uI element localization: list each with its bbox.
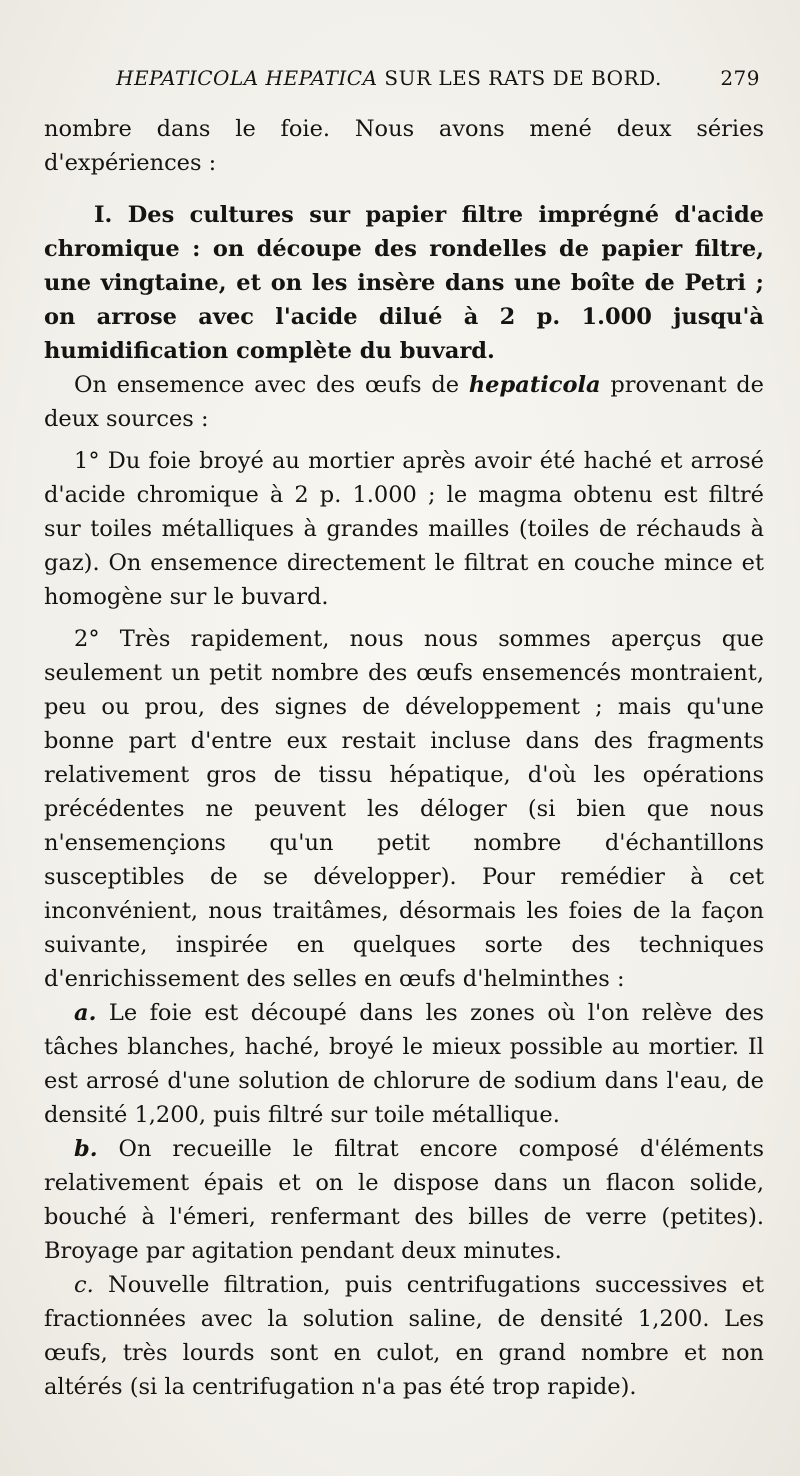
body-text [44,112,764,1404]
source-2-label: 2° [74,626,100,652]
paragraph-step-a [44,996,764,1132]
sources-text-start: On ensemence avec des œufs de [74,372,469,398]
sources-text-italic: hepaticola [468,372,601,398]
source-2-text: Très rapidement, nous nous sommes aperçus que seulement un petit nombre des œufs ensemencés montraient, peu ou prou, des signes de développement ; mais qu'une bonne part d'entre eux restait incluse dans des fragments relativement gros de tissu hépatique, d'où les opérations précédentes ne peuvent les déloger (si bien que nous n'ensemençions qu'un petit nombre d'échantillons susceptibles de se développer). Pour remédier à cet inconvénient, nous traitâmes, désormais les foies de la façon suivante, inspirée en quelques sorte des techniques d'enrichissement des selles en œufs d'helminthes : [44,626,764,992]
source-1-label: 1° [74,448,100,474]
step-c-text: Nouvelle filtration, puis centrifugations successives et fractionnées avec la solution saline, de densité 1,200. Les œufs, très lourds sont en culot, en grand nombre et non altérés (si la centrifugation n'a pas été trop rapide). [44,1272,764,1400]
running-title [116,66,662,90]
sources-text-end: provenant de deux sources : [44,372,764,432]
step-b-label: b. [74,1136,98,1162]
step-a-label: a. [74,1000,97,1026]
paragraph-source-2 [44,622,764,996]
paragraph-sources [44,368,764,436]
page-number: 279 [720,66,760,90]
step-c-label: c. [74,1272,94,1298]
paragraph-source-1 [44,444,764,614]
step-a-text: Le foie est découpé dans les zones où l'on relève des tâches blanches, haché, broyé le mieux possible au mortier. Il est arrosé d'une solution de chlorure de sodium dans l'eau, de densité 1,200, puis filtré sur toile métallique. [44,1000,764,1128]
paragraph-step-c [44,1268,764,1404]
source-1-text: Du foie broyé au mortier après avoir été haché et arrosé d'acide chromique à 2 p. 1.000 ; le magma obtenu est filtré sur toiles métalliques à grandes mailles (toiles de réchauds à gaz). On ensemence directement le filtrat en couche mince et homogène sur le buvard. [44,448,764,610]
running-header [116,66,760,106]
section-1-label: I. [94,202,113,228]
running-title-upright: SUR LES RATS DE BORD. [377,66,662,90]
section-1-text: Des cultures sur papier filtre imprégné d'acide chromique : on découpe des rondelles de papier filtre, une vingtaine, et on les insère dans une boîte de Petri ; on arrose avec l'acide dilué à 2 p. 1.000 jusqu'à humidification complète du buvard. [44,202,764,364]
paragraph-continuation: nombre dans le foie. Nous avons mené deux séries d'expériences : [44,116,764,176]
running-title-italic: HEPATICOLA HEPATICA [116,66,378,90]
paragraph-section-1 [44,198,764,368]
step-b-text: On recueille le filtrat encore composé d'éléments relativement épais et on le dispose dans un flacon solide, bouché à l'émeri, renfermant des billes de verre (petites). Broyage par agitation pendant deux minutes. [44,1136,764,1264]
paragraph-step-b [44,1132,764,1268]
